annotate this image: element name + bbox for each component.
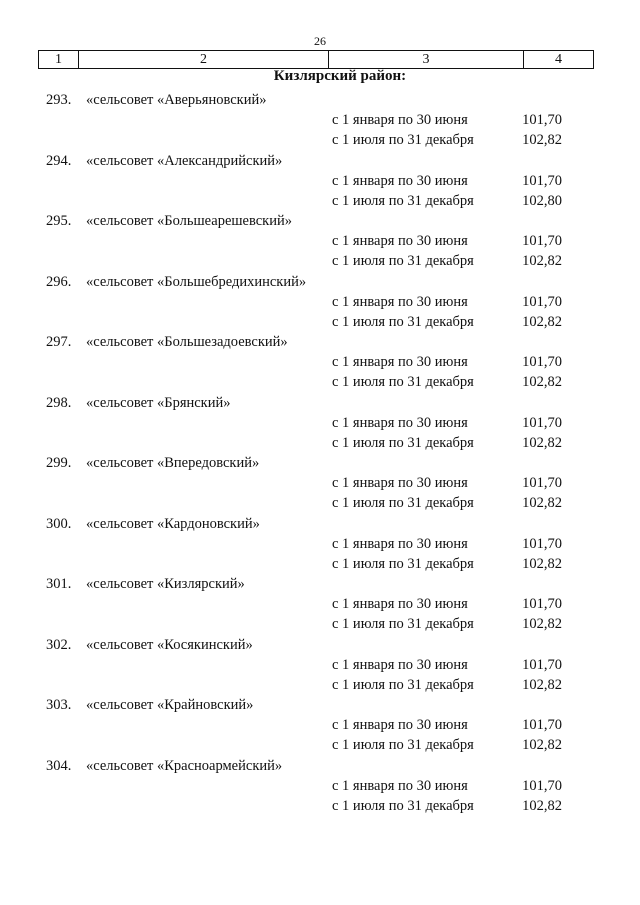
entry-name: «сельсовет «Крайновский»	[86, 697, 254, 713]
entry-name: «сельсовет «Большезадоевский»	[86, 334, 288, 350]
entry-name: «сельсовет «Большебредихинский»	[86, 273, 307, 290]
entry-value: 101,70	[522, 172, 562, 189]
entry-value: 101,70	[522, 717, 562, 733]
entry-period: с 1 июля по 31 декабря	[332, 676, 474, 693]
list-item	[0, 695, 640, 756]
entry-name: «сельсовет «Александрийский»	[86, 152, 283, 169]
entry-value: 102,82	[522, 132, 562, 148]
entry-value: 102,82	[522, 555, 562, 572]
entry-name: «сельсовет «Аверьяновский»	[86, 92, 267, 108]
entry-period: с 1 июля по 31 декабря	[332, 374, 474, 390]
entry-name: «сельсовет «Кизлярский»	[86, 576, 245, 592]
entry-number: 302.	[46, 636, 72, 653]
list-item	[0, 514, 640, 575]
entry-value: 101,70	[522, 414, 562, 431]
list-item	[0, 756, 640, 817]
list-item	[0, 90, 640, 151]
entry-period: с 1 июля по 31 декабря	[332, 495, 474, 511]
entry-value: 102,82	[522, 676, 562, 693]
entry-value: 101,70	[522, 233, 562, 249]
district-heading: Кизлярский район:	[273, 68, 407, 84]
entry-value: 101,70	[522, 112, 562, 128]
entry-number: 301.	[46, 576, 72, 592]
entry-value: 102,82	[522, 313, 562, 330]
entry-period: с 1 января по 30 июня	[332, 414, 468, 431]
entry-period: с 1 июля по 31 декабря	[332, 555, 474, 572]
entry-period: с 1 июля по 31 декабря	[332, 616, 474, 632]
entry-number: 304.	[46, 757, 72, 774]
entry-name: «сельсовет «Красноармейский»	[86, 757, 283, 774]
entry-period: с 1 июля по 31 декабря	[332, 192, 474, 209]
entry-period: с 1 января по 30 июня	[332, 777, 468, 794]
entry-period: с 1 января по 30 июня	[332, 172, 468, 189]
entry-name: «сельсовет «Большеарешевский»	[86, 213, 292, 229]
entry-value: 101,70	[522, 535, 562, 552]
entry-number: 295.	[46, 213, 72, 229]
entry-value: 102,80	[522, 192, 562, 209]
column-header-1: 1	[38, 51, 78, 68]
column-header-2: 2	[78, 51, 328, 68]
list-item	[0, 151, 640, 212]
list-item	[0, 211, 640, 272]
entry-period: с 1 января по 30 июня	[332, 233, 468, 249]
table-header	[38, 50, 594, 69]
entry-number: 294.	[46, 152, 72, 169]
entry-period: с 1 января по 30 июня	[332, 354, 468, 370]
entry-value: 101,70	[522, 354, 562, 370]
entry-period: с 1 июля по 31 декабря	[332, 313, 474, 330]
entry-value: 102,82	[522, 434, 562, 451]
entry-value: 102,82	[522, 737, 562, 753]
entry-name: «сельсовет «Впередовский»	[86, 455, 260, 471]
entry-period: с 1 января по 30 июня	[332, 656, 468, 673]
entry-name: «сельсовет «Брянский»	[86, 394, 231, 411]
entry-value: 101,70	[522, 475, 562, 491]
entry-period: с 1 января по 30 июня	[332, 293, 468, 310]
entry-value: 101,70	[522, 293, 562, 310]
entry-name: «сельсовет «Косякинский»	[86, 636, 253, 653]
column-header-4: 4	[523, 51, 594, 68]
entry-value: 101,70	[522, 656, 562, 673]
page-number: 26	[314, 34, 326, 48]
entry-number: 299.	[46, 455, 72, 471]
entry-period: с 1 июля по 31 декабря	[332, 737, 474, 753]
list-item	[0, 635, 640, 696]
entry-period: с 1 января по 30 июня	[332, 535, 468, 552]
entry-period: с 1 июля по 31 декабря	[332, 132, 474, 148]
entry-value: 102,82	[522, 797, 562, 814]
list-item	[0, 453, 640, 514]
entry-period: с 1 июля по 31 декабря	[332, 797, 474, 814]
entry-period: с 1 июля по 31 декабря	[332, 253, 474, 269]
entry-value: 102,82	[522, 616, 562, 632]
entry-number: 298.	[46, 394, 72, 411]
entry-period: с 1 января по 30 июня	[332, 717, 468, 733]
entry-number: 296.	[46, 273, 72, 290]
list-item	[0, 574, 640, 635]
entry-value: 101,70	[522, 777, 562, 794]
entry-name: «сельсовет «Кардоновский»	[86, 515, 260, 532]
list-item	[0, 272, 640, 333]
list-item	[0, 393, 640, 454]
entry-value: 101,70	[522, 596, 562, 612]
entry-value: 102,82	[522, 253, 562, 269]
entry-period: с 1 января по 30 июня	[332, 475, 468, 491]
entry-period: с 1 января по 30 июня	[332, 596, 468, 612]
entries-list	[0, 90, 640, 816]
entry-period: с 1 июля по 31 декабря	[332, 434, 474, 451]
entry-value: 102,82	[522, 495, 562, 511]
entry-number: 300.	[46, 515, 72, 532]
entry-number: 303.	[46, 697, 72, 713]
entry-value: 102,82	[522, 374, 562, 390]
list-item	[0, 332, 640, 393]
entry-period: с 1 января по 30 июня	[332, 112, 468, 128]
entry-number: 297.	[46, 334, 72, 350]
column-header-3: 3	[328, 51, 523, 68]
entry-number: 293.	[46, 92, 72, 108]
